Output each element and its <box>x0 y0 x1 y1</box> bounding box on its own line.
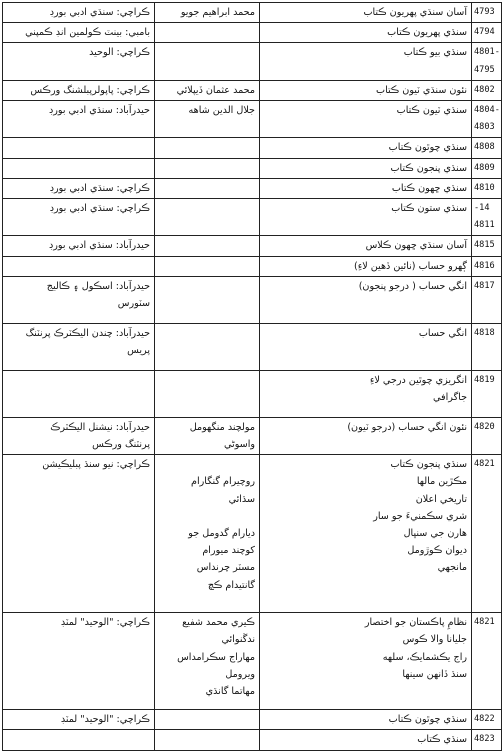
publisher-line: ڪراچي: "الوحيد" لمٽڊ <box>60 617 150 629</box>
title-cell <box>260 236 472 256</box>
number-cell <box>472 710 502 730</box>
publisher-cell <box>3 138 155 158</box>
title-cell <box>260 80 472 100</box>
number-line: 4809 <box>474 162 495 173</box>
publisher-line: ڪراچي: نيو سنڌ پبليڪيشن <box>42 459 150 471</box>
author-line: کوچند ميورام <box>202 545 255 557</box>
title-line: سنڌي چوٿون ڪتاب <box>388 714 467 726</box>
author-line: محمد ابراهيم جويو <box>180 7 255 18</box>
publisher-cell <box>3 710 155 730</box>
title-cell <box>260 276 472 323</box>
title-cell <box>260 158 472 178</box>
table-row <box>3 455 502 613</box>
table-row <box>3 276 502 323</box>
number-cell <box>472 730 502 750</box>
title-line: تاريخي اعلان <box>415 493 467 505</box>
author-cell <box>155 138 260 158</box>
author-line: مسٽر چرنداس <box>196 562 255 574</box>
title-line: ڳهرو حساب (نائين ڏهين لاءِ) <box>353 260 467 272</box>
author-cell <box>155 80 260 100</box>
publisher-line: حيدرآباد: سنڌي ادبي بورڊ <box>48 240 150 252</box>
publisher-cell <box>3 276 155 323</box>
number-cell <box>472 370 502 417</box>
author-line: روچيرام گنگارام <box>191 476 255 488</box>
number-line: 4821 <box>474 459 495 470</box>
number-cell <box>472 101 502 138</box>
author-cell <box>155 23 260 43</box>
number-line: 4803 <box>474 122 495 133</box>
author-line: محمد عثمان ڏيپلائي <box>176 84 255 96</box>
number-cell <box>472 236 502 256</box>
publisher-cell <box>3 3 155 23</box>
table-row <box>3 101 502 138</box>
table-row <box>3 730 502 750</box>
table-row <box>3 710 502 730</box>
table-row <box>3 158 502 178</box>
author-cell <box>155 101 260 138</box>
title-line: نئون سنڌي ٽيون ڪتاب <box>376 84 467 96</box>
number-line: 4819 <box>474 374 495 385</box>
publisher-line: ڪراچي: سنڌي ادبي بورڊ <box>49 182 150 194</box>
author-line: مهاتما گانڌي <box>205 686 255 698</box>
title-cell <box>260 730 472 750</box>
table-row <box>3 370 502 417</box>
number-line: 4793 <box>474 7 495 17</box>
author-cell <box>155 236 260 256</box>
publisher-line: ڪراچي: الوحيد <box>89 47 150 59</box>
title-line: نئون انگي حساب (درجو ٽيون) <box>347 421 467 433</box>
author-cell <box>155 43 260 80</box>
number-line: 4821 <box>474 617 495 628</box>
number-cell <box>472 455 502 613</box>
title-line: سنڌ ڏانهن سينها <box>402 668 467 680</box>
number-line: 4808 <box>474 142 495 153</box>
title-line: شري سڪمنيءَ جو سار <box>373 510 467 522</box>
publisher-cell <box>3 23 155 43</box>
title-line: هارن جي سنڀال <box>403 528 467 540</box>
title-line: آسان سنڌي ڇهون ڪلاس <box>365 240 467 252</box>
publisher-cell <box>3 323 155 370</box>
title-line: سنڌي ٽيون ڪتاب <box>396 105 467 117</box>
number-line: 4804- <box>474 105 500 116</box>
title-cell <box>260 3 472 23</box>
publisher-line: حيدرآباد: نيشنل اليڪٽرڪ <box>50 421 150 433</box>
title-cell <box>260 613 472 710</box>
number-line: 4823 <box>474 734 495 745</box>
number-cell <box>472 256 502 276</box>
publisher-line: بامبي: بينٽ ڪولمين انڊ ڪمپني <box>25 27 150 39</box>
number-line: 4795 <box>474 64 495 75</box>
table-row <box>3 23 502 43</box>
number-cell <box>472 3 502 23</box>
title-line: سنڌي ڇهون ڪتاب <box>391 182 467 194</box>
table-row <box>3 138 502 158</box>
title-line: سنڌي پنجون ڪتاب <box>390 162 467 174</box>
title-line: انگي حساب <box>418 327 467 339</box>
title-line: سنڌي پهريون ڪتاب <box>387 27 467 39</box>
title-line: راج يڪشمايڪ، سلهه <box>382 651 467 663</box>
author-line: سڌائي <box>228 493 255 505</box>
author-cell <box>155 730 260 750</box>
number-cell <box>472 323 502 370</box>
table-row <box>3 178 502 198</box>
number-cell <box>472 158 502 178</box>
publisher-line: حيدرآباد: چندن اليڪٽرڪ پرنٽنگ <box>25 327 150 339</box>
catalog-body <box>3 3 502 751</box>
title-cell <box>260 101 472 138</box>
publisher-cell <box>3 199 155 236</box>
title-line: جاگرافي <box>433 392 467 404</box>
title-cell <box>260 23 472 43</box>
publisher-cell <box>3 101 155 138</box>
title-line: نظامِ پاڪستان جو اختصار <box>364 617 467 629</box>
publisher-cell <box>3 730 155 750</box>
publisher-line: پرنٽنگ ورڪس <box>92 439 150 451</box>
number-line: 4794 <box>474 27 495 38</box>
number-cell <box>472 178 502 198</box>
author-line: گانتيدام ڪچ <box>207 579 255 591</box>
title-line: مانجهي <box>437 562 467 574</box>
author-cell <box>155 256 260 276</box>
title-line: مڪڙين مالها <box>416 476 467 488</box>
table-row <box>3 80 502 100</box>
publisher-cell <box>3 455 155 613</box>
publisher-line: حيدرآباد: سنڌي ادبي بورڊ <box>48 105 150 117</box>
number-cell <box>472 417 502 454</box>
catalog-table <box>2 2 502 751</box>
author-cell <box>155 710 260 730</box>
author-cell <box>155 199 260 236</box>
title-cell <box>260 256 472 276</box>
title-cell <box>260 710 472 730</box>
author-line: ديارام گدومل جو <box>188 528 255 540</box>
author-cell <box>155 178 260 198</box>
author-line: مولچند منگهومل <box>189 421 255 433</box>
number-line: 4801- <box>474 47 500 58</box>
title-line: سنڌي پنجون ڪتاب <box>390 459 467 471</box>
table-row <box>3 43 502 80</box>
publisher-line: حيدرآباد: اسڪول ۽ ڪاليج <box>46 280 150 292</box>
publisher-line: ڪراچي: پاپولرپبلشنگ ورڪس <box>30 84 150 96</box>
table-row <box>3 3 502 23</box>
title-line: ديوان ڪوڙومل <box>407 545 467 557</box>
table-row <box>3 417 502 454</box>
title-cell <box>260 455 472 613</box>
table-row <box>3 613 502 710</box>
title-cell <box>260 178 472 198</box>
publisher-cell <box>3 256 155 276</box>
title-line: آسان سنڌي پهريون ڪتاب <box>363 7 467 18</box>
author-line: ڪيري محمد شفيع <box>182 617 255 629</box>
title-line: سنڌي ستون ڪتاب <box>391 203 467 215</box>
number-line: 4802 <box>474 84 495 95</box>
number-line: 4817 <box>474 280 495 291</box>
author-line: جلال الدين شاهه <box>188 105 255 117</box>
author-cell <box>155 276 260 323</box>
number-line: -14 <box>474 203 490 214</box>
table-row <box>3 199 502 236</box>
author-cell <box>155 323 260 370</box>
author-line: واسوڻي <box>224 439 255 451</box>
number-cell <box>472 80 502 100</box>
author-line: ويرومل <box>225 668 255 680</box>
title-line: انگريزي چوٿين درجي لاءِ <box>369 374 467 386</box>
publisher-line: ڪراچي: سنڌي ادبي بورڊ <box>49 7 150 18</box>
title-line: سنڌي ڪتاب <box>417 734 467 746</box>
author-cell <box>155 3 260 23</box>
author-line <box>159 508 255 525</box>
title-line: جليانا والا ڪوس <box>402 634 467 646</box>
title-cell <box>260 199 472 236</box>
number-line: 4811 <box>474 220 495 231</box>
author-cell <box>155 370 260 417</box>
number-cell <box>472 613 502 710</box>
number-line: 4822 <box>474 714 495 725</box>
table-row <box>3 256 502 276</box>
number-cell <box>472 23 502 43</box>
title-cell <box>260 370 472 417</box>
title-cell <box>260 323 472 370</box>
author-cell <box>155 417 260 454</box>
number-cell <box>472 199 502 236</box>
publisher-cell <box>3 236 155 256</box>
publisher-cell <box>3 80 155 100</box>
publisher-cell <box>3 178 155 198</box>
author-line: ندڱنوائي <box>221 634 255 646</box>
number-cell <box>472 138 502 158</box>
number-line: 4820 <box>474 421 495 432</box>
title-cell <box>260 43 472 80</box>
publisher-cell <box>3 613 155 710</box>
number-line: 4816 <box>474 260 495 271</box>
table-row <box>3 236 502 256</box>
title-line: سنڌي چوٿون ڪتاب <box>388 142 467 154</box>
publisher-cell <box>3 43 155 80</box>
publisher-cell <box>3 370 155 417</box>
publisher-line: ڪراچي: سنڌي ادبي بورڊ <box>49 203 150 215</box>
number-line: 4810 <box>474 182 495 193</box>
author-cell <box>155 455 260 613</box>
author-line: مهاراج سڪرامداس <box>177 651 255 663</box>
number-line: 4815 <box>474 240 495 251</box>
publisher-cell <box>3 417 155 454</box>
author-cell <box>155 158 260 178</box>
number-cell <box>472 276 502 323</box>
publisher-line: پريس <box>127 345 150 357</box>
number-line: 4818 <box>474 327 495 338</box>
title-cell <box>260 138 472 158</box>
title-line: انگي حساب ( درجو پنجون) <box>358 280 467 292</box>
author-cell <box>155 613 260 710</box>
publisher-cell <box>3 158 155 178</box>
title-line: سنڌي بيو ڪتاب <box>403 47 467 59</box>
table-row <box>3 323 502 370</box>
publisher-line: سٽورس <box>117 298 150 310</box>
author-line <box>159 456 255 473</box>
publisher-line: ڪراچي: "الوحيد" لمٽڊ <box>60 714 150 726</box>
number-cell <box>472 43 502 80</box>
title-cell <box>260 417 472 454</box>
